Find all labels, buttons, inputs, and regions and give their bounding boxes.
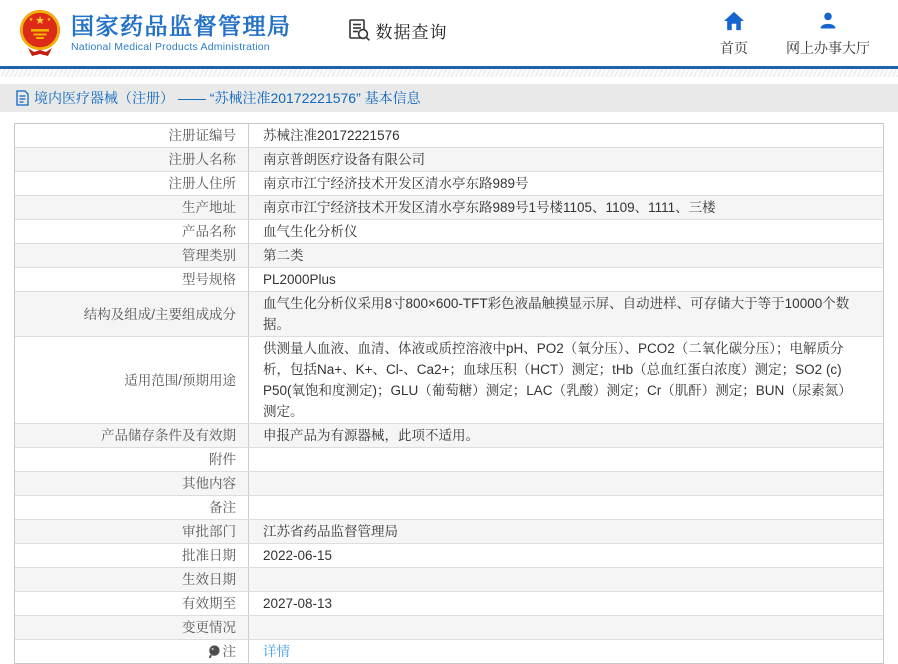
nav-home-label: 首页 [720,39,748,56]
row-value [249,568,883,591]
row-value [249,448,883,471]
row-label: 有效期至 [15,592,249,615]
row-label: 结构及组成/主要组成成分 [15,292,249,336]
row-label [15,640,249,663]
data-query-label: 数据查询 [375,22,448,42]
svg-text:★: ★ [46,17,52,23]
detail-link[interactable]: 详情 [263,644,290,659]
row-value: 南京普朗医疗设备有限公司 [263,152,425,167]
breadcrumb-text: 境内医疗器械（注册） —— “苏械注准20172221576” 基本信息 [34,90,421,106]
row-label: 其他内容 [15,472,249,495]
home-icon [723,11,745,34]
table-row [15,424,883,448]
row-label: 适用范围/预期用途 [15,337,249,423]
row-label: 注册人住所 [15,172,249,195]
row-value: 南京市江宁经济技术开发区清水亭东路989号1号楼1105、1109、1111、三楼 [263,200,716,215]
brand-text [71,13,292,53]
table-row [15,172,883,196]
registration-info-table [14,123,884,664]
table-row [15,568,883,592]
table-row [15,544,883,568]
row-value [249,616,883,639]
row-value: 南京市江宁经济技术开发区清水亭东路989号 [263,176,529,191]
table-row [15,292,883,337]
row-value: 2022-06-15 [263,548,333,563]
row-value [249,472,883,495]
row-label: 附件 [15,448,249,471]
row-value: 血气生化分析仪采用8寸800×600-TFT彩色液晶触摸显示屏、自动进样、可存储大于等于10000个数据。 [263,296,850,332]
table-row [15,148,883,172]
row-value: 2027-08-13 [263,596,333,611]
row-value: 申报产品为有源器械，此项不适用。 [263,428,479,443]
data-query-tab[interactable] [348,18,448,43]
top-nav [720,9,870,58]
nav-home[interactable] [720,11,748,58]
note-label: 注 [222,644,236,659]
data-query-icon [348,18,371,42]
table-row [15,520,883,544]
row-value [249,496,883,519]
svg-text:★: ★ [28,17,34,23]
row-label: 生效日期 [15,568,249,591]
row-label: 批准日期 [15,544,249,567]
row-value: 苏械注准20172221576 [263,128,400,143]
table-row [15,337,883,424]
row-label: 型号规格 [15,268,249,291]
row-label: 备注 [15,496,249,519]
svg-text:★: ★ [35,15,45,27]
nav-service-hall[interactable] [786,11,870,58]
table-row [15,220,883,244]
nmpa-emblem-logo [18,8,62,58]
table-row [15,268,883,292]
row-value: 江苏省药品监督管理局 [263,524,398,539]
table-row [15,448,883,472]
row-label: 产品储存条件及有效期 [15,424,249,447]
document-icon [16,90,29,106]
brand [18,8,292,58]
nav-service-hall-label: 网上办事大厅 [786,39,870,56]
table-row [15,244,883,268]
hatch-strip [0,69,898,77]
table-row [15,592,883,616]
row-label: 产品名称 [15,220,249,243]
site-subtitle: National Medical Products Administration [71,41,270,53]
table-row [15,196,883,220]
table-row [15,616,883,640]
site-header [0,0,898,66]
row-label: 注册证编号 [15,124,249,147]
table-row [15,124,883,148]
row-label: 注册人名称 [15,148,249,171]
row-value: 第二类 [263,248,304,263]
table-row-note [15,640,883,663]
breadcrumb [0,84,898,112]
row-label: 管理类别 [15,244,249,267]
row-label: 变更情况 [15,616,249,639]
note-marker-icon [208,645,220,659]
row-label: 生产地址 [15,196,249,219]
row-value: 供测量人血液、血清、体液或质控溶液中pH、PO2（氧分压）、PCO2（二氧化碳分压）；电解质分析，包括Na+、K+、Cl-、Ca2+；血球压积（HCT）测定；tHb（总血红蛋白浓度）测定；SO2 (c) P50(氧饱和度测定)；GLU（葡萄糖）测定；LAC（乳酸）测定；Cr（肌酐）测定；BUN（尿素氮）测定。 [263,341,852,419]
row-label: 审批部门 [15,520,249,543]
row-value [249,640,883,663]
user-icon [818,11,838,34]
row-value: 血气生化分析仪 [263,224,358,239]
row-value: PL2000Plus [263,272,336,287]
site-title: 国家药品监督管理局 [71,13,292,39]
table-row [15,472,883,496]
table-row [15,496,883,520]
